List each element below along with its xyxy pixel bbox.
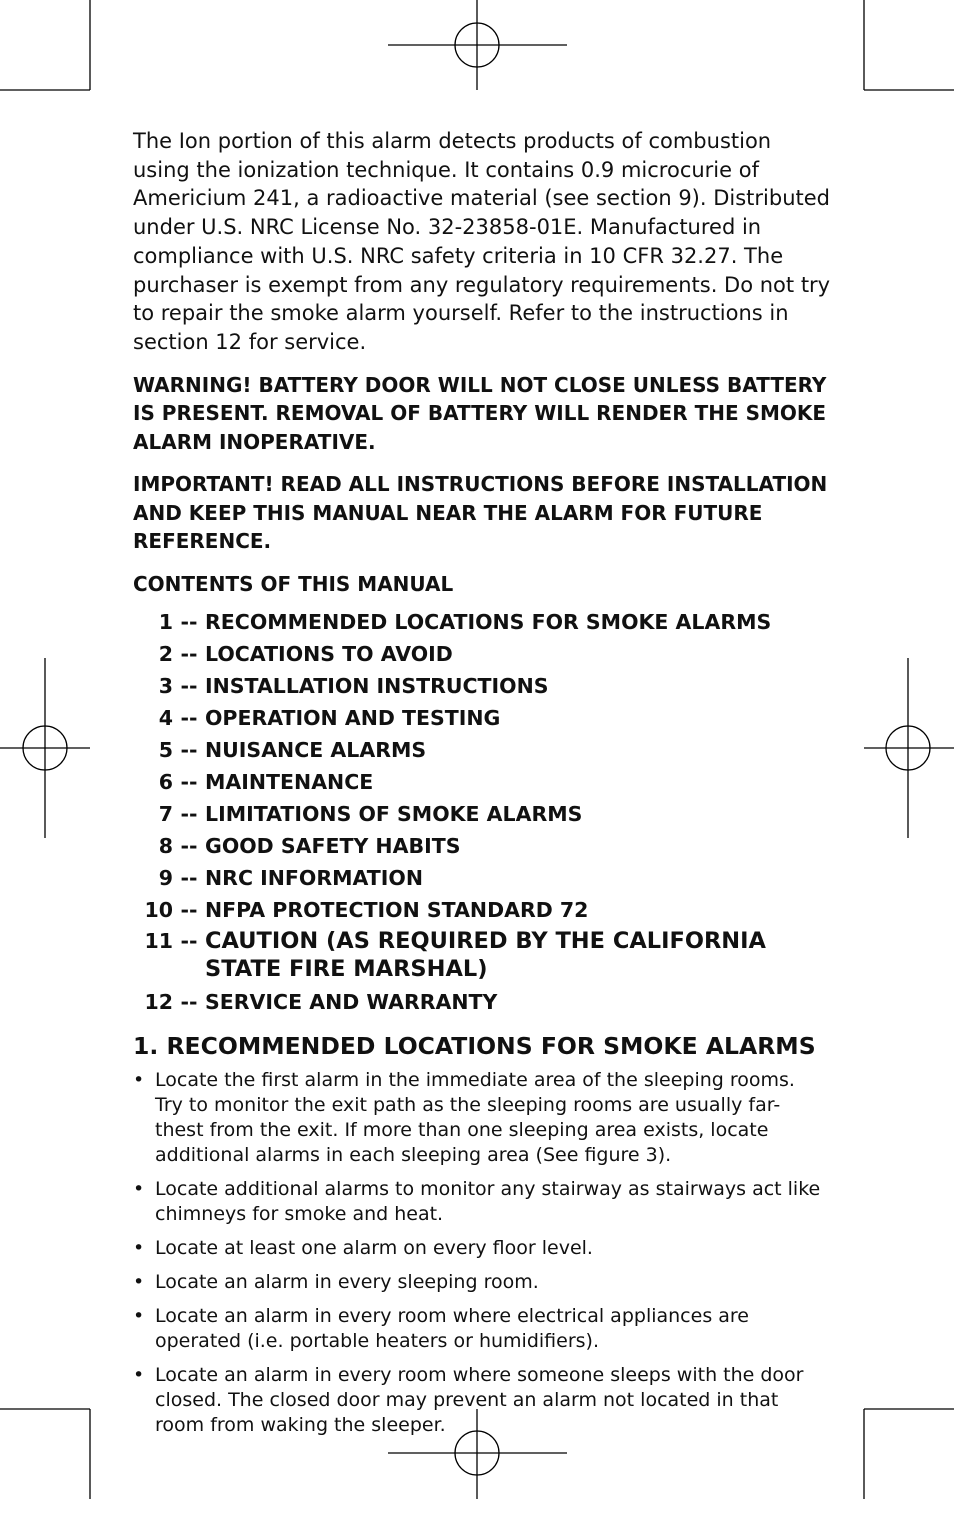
toc-item: 3 -- INSTALLATION INSTRUCTIONS — [158, 673, 549, 698]
list-item: • Locate additional alarms to monitor any stairway as stairways act like chimneys for smoke and heat. — [133, 1177, 821, 1225]
contents-heading: CONTENTS OF THIS MANUAL — [133, 571, 454, 596]
section-1-heading: 1. RECOMMENDED LOCATIONS FOR SMOKE ALARMS — [133, 1031, 816, 1060]
toc-item: 11 -- CAUTION (AS REQUIRED BY THE CALIFORNIA STATE FIRE MARSHAL) — [144, 927, 766, 982]
bullet-icon: • — [133, 1304, 145, 1327]
toc-item: 6 -- MAINTENANCE — [158, 769, 374, 794]
list-item: • Locate an alarm in every room where electrical appliances are operated (i.e. portable heaters or humidifiers). — [133, 1304, 749, 1352]
important-notice: IMPORTANT! READ ALL INSTRUCTIONS BEFORE INSTALLATION AND KEEP THIS MANUAL NEAR THE ALARM FOR FUTURE REFERENCE. — [133, 472, 828, 554]
list-item: • Locate an alarm in every sleeping room. — [133, 1270, 539, 1293]
list-item: • Locate at least one alarm on every floor level. — [133, 1236, 593, 1259]
toc-item: 10 -- NFPA PROTECTION STANDARD 72 — [144, 897, 589, 922]
battery-warning: WARNING! BATTERY DOOR WILL NOT CLOSE UNLESS BATTERY IS PRESENT. REMOVAL OF BATTERY WILL RENDER THE SMOKE ALARM INOPERATIVE. — [133, 372, 827, 454]
intro-paragraph: The Ion portion of this alarm detects products of combustion using the ionization technique. It contains 0.9 microcurie of Americium 241, a radioactive material (see section 9). Distributed under U.S. NRC License No. 32-23858-01E. Manufactured in compliance with U.S. NRC safety criteria in 10 CFR 32.27. The purchaser is exempt from any regulatory requirements. Do not try to repair the smoke alarm yourself. Refer to the instructions in section 12 for service. — [133, 129, 831, 354]
bullet-icon: • — [133, 1363, 145, 1386]
toc-item: 2 -- LOCATIONS TO AVOID — [158, 641, 453, 666]
toc-item: 12 -- SERVICE AND WARRANTY — [144, 989, 498, 1014]
table-of-contents — [133, 606, 833, 1018]
bullet-icon: • — [133, 1236, 145, 1259]
toc-item: 7 -- LIMITATIONS OF SMOKE ALARMS — [158, 801, 583, 826]
manual-page — [133, 127, 833, 1447]
toc-item: 4 -- OPERATION AND TESTING — [158, 705, 501, 730]
location-recommendations-list — [133, 1068, 833, 1438]
bullet-icon: • — [133, 1270, 145, 1293]
toc-item: 9 -- NRC INFORMATION — [158, 865, 423, 890]
bullet-icon: • — [133, 1177, 145, 1200]
bullet-icon: • — [133, 1068, 145, 1091]
toc-item: 5 -- NUISANCE ALARMS — [158, 737, 427, 762]
toc-item: 8 -- GOOD SAFETY HABITS — [158, 833, 461, 858]
list-item: • Locate an alarm in every room where someone sleeps with the door closed. The closed door may prevent an alarm not located in that room from waking the sleeper. — [133, 1363, 804, 1436]
toc-item: 1 -- RECOMMENDED LOCATIONS FOR SMOKE ALARMS — [158, 609, 772, 634]
list-item: • Locate the first alarm in the immediate area of the sleeping rooms. Try to monitor the exit path as the sleeping rooms are usually far- thest from the exit. If more than one sleeping area exists, locate additional alarms in each sleeping area (See figure 3). — [133, 1068, 795, 1166]
